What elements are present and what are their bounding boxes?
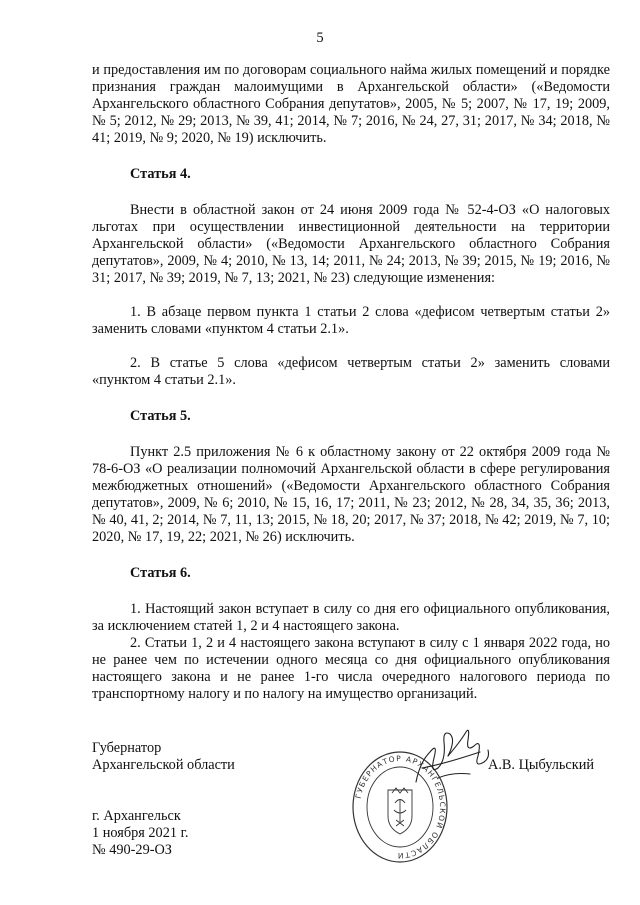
signing-details <box>92 808 188 859</box>
signing-city: г. Архангельск <box>92 808 181 824</box>
signatory-title-line-2: Архангельской области <box>92 757 235 773</box>
article-5-text: Пункт 2.5 приложения № 6 к областному закону от 22 октября 2009 года № 78-6-ОЗ «О реализации полномочий Архангельской области в сфере регулирования межбюджетных отношений» («Ведомости Архангельского областного Собрания депутатов», 2009, № 6; 2010, № 15, 16, 17; 2011, № 23; 2012, № 28, 34, 35, 36; 2013, № 40, 41, 2; 2014, № 7, 11, 13; 2015, № 18, 20; 2017, № 37; 2018, № 42; 2019, № 7, 10; 2020, № 17, 19, 22; 2021, № 26) исключить. <box>92 444 610 545</box>
article-5-title: Статья 5. <box>130 408 191 424</box>
document-body <box>92 62 610 703</box>
signatory-title <box>92 740 235 774</box>
handwritten-signature <box>408 722 494 792</box>
article-4-title: Статья 4. <box>130 166 191 182</box>
law-number: № 490-29-ОЗ <box>92 842 172 858</box>
article-6-title: Статья 6. <box>130 565 191 581</box>
article-6-item-2: 2. Статьи 1, 2 и 4 настоящего закона вступают в силу с 1 января 2022 года, но не ранее чем по истечении одного месяца со дня официального опубликования настоящего закона и не ранее 1-го числа очередного налогового периода по транспортному налогу и по налогу на имущество организаций. <box>92 635 610 702</box>
article-4-item-2: 2. В статье 5 слова «дефисом четвертым статьи 2» заменить словами «пунктом 4 статьи 2.1». <box>92 355 610 388</box>
article-6-item-1: 1. Настоящий закон вступает в силу со дня его официального опубликования, за исключением статей 1, 2 и 4 настоящего закона. <box>92 601 610 634</box>
coat-of-arms-icon <box>388 788 412 834</box>
svg-text:ГУБЕРНАТОР АРХАНГЕЛЬСКОЙ ОБЛАС: ГУБЕРНАТОР АРХАНГЕЛЬСКОЙ ОБЛАСТИ <box>353 753 448 861</box>
signatory-title-line-1: Губернатор <box>92 740 162 756</box>
continuation-paragraph: и предоставления им по договорам социального найма жилых помещений и порядке признания граждан малоимущими в Архангельской области» («Ведомости Архангельского областного Собрания депутатов», 2005, № 5; 2007, № 17, 19; 2009, № 5; 2012, № 29; 2013, № 39, 41; 2014, № 7; 2016, № 24, 27, 31; 2017, № 34; 2018, № 41; 2019, № 9; 2020, № 19) исключить. <box>92 62 610 146</box>
article-4-item-1: 1. В абзаце первом пункта 1 статьи 2 слова «дефисом четвертым статьи 2» заменить словами «пунктом 4 статьи 2.1». <box>92 304 610 337</box>
signing-date: 1 ноября 2021 г. <box>92 825 189 841</box>
signatory-name: А.В. Цыбульский <box>488 757 595 773</box>
article-4-intro: Внести в областной закон от 24 июня 2009 года № 52-4-ОЗ «О налоговых льготах при осуществлении инвестиционной деятельности на территории Архангельской области» («Ведомости Архангельского областного Собрания депутатов», 2009, № 4; 2010, № 13, 14; 2011, № 24; 2013, № 39; 2015, № 19; 2016, № 31; 2017, № 39; 2019, № 7, 13; 2021, № 23) следующие изменения: <box>92 202 610 286</box>
page-number: 5 <box>316 30 324 46</box>
